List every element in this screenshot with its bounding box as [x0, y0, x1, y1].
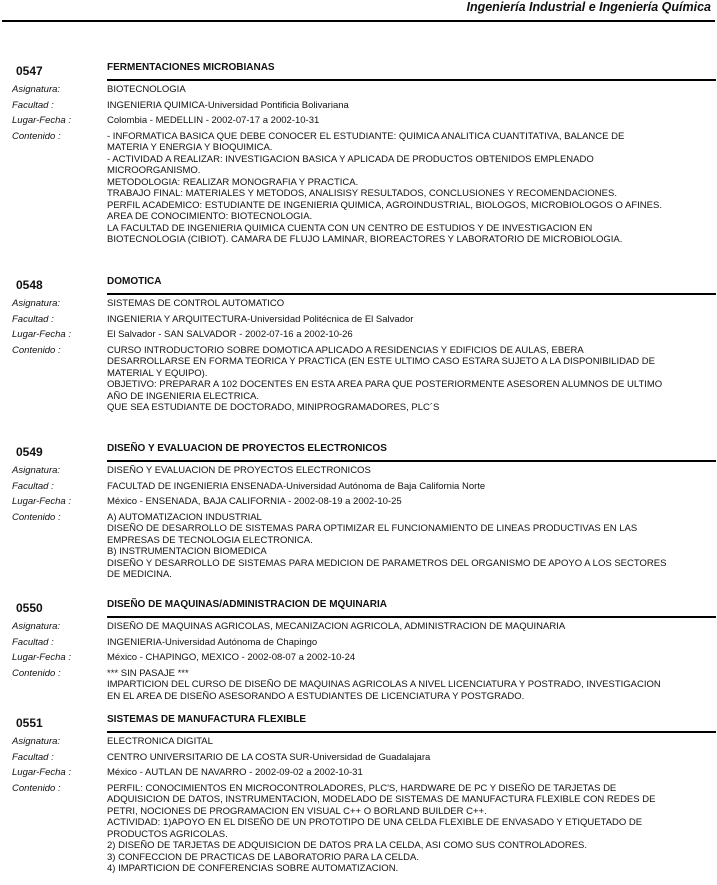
- field-asignatura: [0, 736, 717, 752]
- contenido-line: OBJETIVO: PREPARAR A 102 DOCENTES EN ESTA AREA PARA QUE POSTERIORMENTE ASESOREN ALUMNOS DE ULTIMO: [107, 379, 663, 390]
- contenido-line: EMPRESAS DE TECNOLOGIA ELECTRONICA.: [107, 534, 313, 546]
- value-contenido: [107, 131, 712, 246]
- field-lugar-fecha: [0, 496, 717, 512]
- label-lugar-fecha: Lugar-Fecha :: [12, 767, 71, 778]
- value-asignatura: DISEÑO DE MAQUINAS AGRICOLAS, MECANIZACION AGRICOLA, ADMINISTRACION DE MAQUINARIA: [107, 621, 566, 632]
- value-contenido: [107, 345, 712, 414]
- record-title: SISTEMAS DE MANUFACTURA FLEXIBLE: [107, 714, 307, 725]
- field-asignatura: [0, 84, 717, 100]
- value-lugar-fecha: El Salvador - SAN SALVADOR - 2002-07-16 a 2002-10-26: [107, 329, 353, 340]
- record-title: FERMENTACIONES MICROBIANAS: [107, 62, 275, 73]
- contenido-line: B) INSTRUMENTACION BIOMEDICA: [107, 546, 267, 557]
- value-facultad: FACULTAD DE INGENIERIA ENSENADA-Universidad Autónoma de Baja California Norte: [107, 480, 486, 492]
- contenido-line: *** SIN PASAJE ***: [107, 667, 189, 679]
- label-lugar-fecha: Lugar-Fecha :: [12, 329, 71, 340]
- record-title: DISEÑO DE MAQUINAS/ADMINISTRACION DE MQUINARIA: [107, 599, 388, 610]
- label-facultad: Facultad :: [12, 313, 54, 325]
- label-facultad: Facultad :: [12, 636, 54, 648]
- field-lugar-fecha: [0, 115, 717, 131]
- record-header: [0, 62, 717, 82]
- value-facultad: CENTRO UNIVERSITARIO DE LA COSTA SUR-Universidad de Guadalajara: [107, 751, 431, 763]
- contenido-line: EN EL AREA DE DISEÑO ASESORANDO A ESTUDIANTES DE LICENCIATURA Y POSTGRADO.: [107, 690, 525, 702]
- field-asignatura: [0, 298, 717, 314]
- field-contenido: [0, 668, 717, 703]
- field-lugar-fecha: [0, 652, 717, 668]
- contenido-line: LA FACULTAD DE INGENIERIA QUIMICA CUENTA CON UN CENTRO DE ESTUDIOS Y DE INVESTIGACION EN: [107, 222, 593, 234]
- label-asignatura: Asignatura:: [12, 736, 61, 747]
- contenido-line: DESARROLLARSE EN FORMA TEORICA Y PRACTICA (EN ESTE ULTIMO CASO ESTARA SUJETO A LA DISPONIBILIDAD DE: [107, 356, 655, 367]
- field-facultad: [0, 752, 717, 768]
- label-asignatura: Asignatura:: [12, 84, 61, 95]
- contenido-line: METODOLOGIA: REALIZAR MONOGRAFIA Y PRACTICA.: [107, 176, 359, 188]
- contenido-line: 4) IMPARTICION DE CONFERENCIAS SOBRE AUTOMATIZACION.: [107, 863, 399, 874]
- value-facultad: INGENIERIA-Universidad Autónoma de Chapingo: [107, 636, 318, 648]
- label-asignatura: Asignatura:: [12, 621, 61, 632]
- field-contenido: [0, 783, 717, 875]
- value-lugar-fecha: México - CHAPINGO, MEXICO - 2002-08-07 a 2002-10-24: [107, 652, 356, 663]
- field-facultad: [0, 100, 717, 116]
- label-lugar-fecha: Lugar-Fecha :: [12, 115, 71, 126]
- field-contenido: [0, 345, 717, 414]
- contenido-line: ACTIVIDAD: 1)APOYO EN EL DISEÑO DE UN PROTOTIPO DE UNA CELDA FLEXIBLE DE ENVASADO Y ETIQUETADO DE: [107, 817, 643, 828]
- contenido-line: ADQUISICION DE DATOS, INSTRUMENTACION, MODELADO DE SISTEMAS DE MANUFACTURA FLEXIBLE CON REDES DE: [107, 794, 656, 805]
- record-0548: [0, 276, 717, 414]
- contenido-line: DISEÑO DE DESARROLLO DE SISTEMAS PARA OPTIMIZAR EL FUNCIONAMIENTO DE LINEAS PRODUCTIVAS EN LAS: [107, 523, 638, 534]
- field-lugar-fecha: [0, 329, 717, 345]
- contenido-line: IMPARTICION DEL CURSO DE DISEÑO DE MAQUINAS AGRICOLAS A NIVEL LICENCIATURA Y POSTRADO, INVESTIGACION: [107, 679, 661, 690]
- label-contenido: Contenido :: [12, 344, 61, 356]
- record-0547: [0, 62, 717, 246]
- label-facultad: Facultad :: [12, 480, 54, 492]
- value-facultad: INGENIERIA QUIMICA-Universidad Pontificia Bolivariana: [107, 99, 349, 111]
- field-facultad: [0, 637, 717, 653]
- label-facultad: Facultad :: [12, 751, 54, 763]
- contenido-line: 3) CONFECCION DE PRACTICAS DE LABORATORIO PARA LA CELDA.: [107, 851, 419, 863]
- contenido-line: PERFIL ACADEMICO: ESTUDIANTE DE INGENIERIA QUIMICA, AGROINDUSTRIAL, BIOLOGOS, MICROBIOLOGOS O AFINES.: [107, 199, 662, 211]
- field-asignatura: [0, 621, 717, 637]
- value-contenido: [107, 783, 712, 875]
- record-rule: [107, 293, 716, 295]
- contenido-line: 2) DISEÑO DE TARJETAS DE ADQUISICION DE DATOS PRA LA CELDA, ASI COMO SUS CONTROLADORES.: [107, 840, 588, 851]
- record-code: 0547: [16, 64, 43, 78]
- value-lugar-fecha: México - AUTLAN DE NAVARRO - 2002-09-02 a 2002-10-31: [107, 767, 363, 778]
- label-lugar-fecha: Lugar-Fecha :: [12, 496, 71, 507]
- label-contenido: Contenido :: [12, 130, 61, 142]
- field-contenido: [0, 131, 717, 246]
- contenido-line: AÑO DE INGENIERIA ELECTRICA.: [107, 390, 260, 402]
- field-asignatura: [0, 465, 717, 481]
- contenido-line: AREA DE CONOCIMIENTO: BIOTECNOLOGIA.: [107, 211, 313, 222]
- field-facultad: [0, 481, 717, 497]
- contenido-line: PETRI, NOCIONES DE PROGRAMACION EN VISUAL C++ O BORLAND BUILDER C++.: [107, 805, 487, 817]
- record-header: [0, 443, 717, 463]
- label-asignatura: Asignatura:: [12, 465, 61, 476]
- contenido-line: BIOTECNOLOGIA (CIBIOT). CAMARA DE FLUJO LAMINAR, BIOREACTORES Y LABORATORIO DE MICROBIOLOGIA.: [107, 234, 623, 245]
- value-lugar-fecha: México - ENSENADA, BAJA CALIFORNIA - 2002-08-19 a 2002-10-25: [107, 496, 402, 507]
- contenido-line: - ACTIVIDAD A REALIZAR: INVESTIGACION BASICA Y APLICADA DE PRODUCTOS OBTENIDOS EMPLENADO: [107, 153, 594, 165]
- record-header: [0, 599, 717, 619]
- label-facultad: Facultad :: [12, 99, 54, 111]
- record-header: [0, 276, 717, 296]
- contenido-line: TRABAJO FINAL: MATERIALES Y METODOS, ANALISISY RESULTADOS, CONCLUSIONES Y RECOMENDACIONES.: [107, 188, 617, 199]
- contenido-line: MICROORGANISMO.: [107, 165, 201, 176]
- record-rule: [107, 79, 716, 81]
- page-header-title: Ingeniería Industrial e Ingeniería Química: [466, 0, 711, 14]
- label-asignatura: Asignatura:: [12, 298, 61, 309]
- record-0550: [0, 599, 717, 702]
- header-rule: [2, 20, 715, 22]
- record-rule: [107, 460, 716, 462]
- contenido-line: MATERIA Y ENERGIA Y BIOQUIMICA.: [107, 142, 273, 153]
- value-asignatura: BIOTECNOLOGIA: [107, 84, 186, 95]
- contenido-line: DE MEDICINA.: [107, 569, 172, 580]
- value-facultad: INGENIERIA Y ARQUITECTURA-Universidad Politécnica de El Salvador: [107, 313, 414, 325]
- field-contenido: [0, 512, 717, 581]
- record-rule: [107, 616, 716, 618]
- contenido-line: CURSO INTRODUCTORIO SOBRE DOMOTICA APLICADO A RESIDENCIAS Y EDIFICIOS DE AULAS, EBERA: [107, 344, 584, 356]
- field-facultad: [0, 314, 717, 330]
- label-contenido: Contenido :: [12, 782, 61, 794]
- contenido-line: PERFIL: CONOCIMIENTOS EN MICROCONTROLADORES, PLC'S, HARDWARE DE PC Y DISEÑO DE TARJETAS DE: [107, 782, 617, 794]
- record-code: 0550: [16, 601, 43, 615]
- value-asignatura: SISTEMAS DE CONTROL AUTOMATICO: [107, 298, 285, 309]
- contenido-line: - INFORMATICA BASICA QUE DEBE CONOCER EL ESTUDIANTE: QUIMICA ANALITICA CUANTITATIVA, BALANCE DE: [107, 130, 625, 142]
- value-lugar-fecha: Colombia - MEDELLIN - 2002-07-17 a 2002-10-31: [107, 115, 320, 126]
- contenido-line: MATERIAL Y EQUIPO).: [107, 367, 208, 379]
- field-lugar-fecha: [0, 767, 717, 783]
- contenido-line: PRODUCTOS AGRICOLAS.: [107, 828, 228, 840]
- label-contenido: Contenido :: [12, 511, 61, 523]
- record-header: [0, 714, 717, 734]
- record-title: DOMOTICA: [107, 276, 162, 287]
- value-contenido: [107, 512, 712, 581]
- value-asignatura: DISEÑO Y EVALUACION DE PROYECTOS ELECTRONICOS: [107, 465, 371, 476]
- contenido-line: DISEÑO Y DESARROLLO DE SISTEMAS PARA MEDICION DE PARAMETROS DEL ORGANISMO DE APOYO A LOS SECTORES: [107, 557, 667, 569]
- record-rule: [107, 731, 716, 733]
- record-0549: [0, 443, 717, 581]
- record-code: 0548: [16, 278, 43, 292]
- value-asignatura: ELECTRONICA DIGITAL: [107, 736, 213, 747]
- record-title: DISEÑO Y EVALUACION DE PROYECTOS ELECTRONICOS: [107, 443, 387, 454]
- record-code: 0551: [16, 716, 43, 730]
- contenido-line: A) AUTOMATIZACION INDUSTRIAL: [107, 511, 262, 523]
- value-contenido: [107, 668, 712, 703]
- contenido-line: QUE SEA ESTUDIANTE DE DOCTORADO, MINIPROGRAMADORES, PLC´S: [107, 402, 440, 413]
- label-contenido: Contenido :: [12, 667, 61, 679]
- label-lugar-fecha: Lugar-Fecha :: [12, 652, 71, 663]
- record-code: 0549: [16, 445, 43, 459]
- record-0551: [0, 714, 717, 875]
